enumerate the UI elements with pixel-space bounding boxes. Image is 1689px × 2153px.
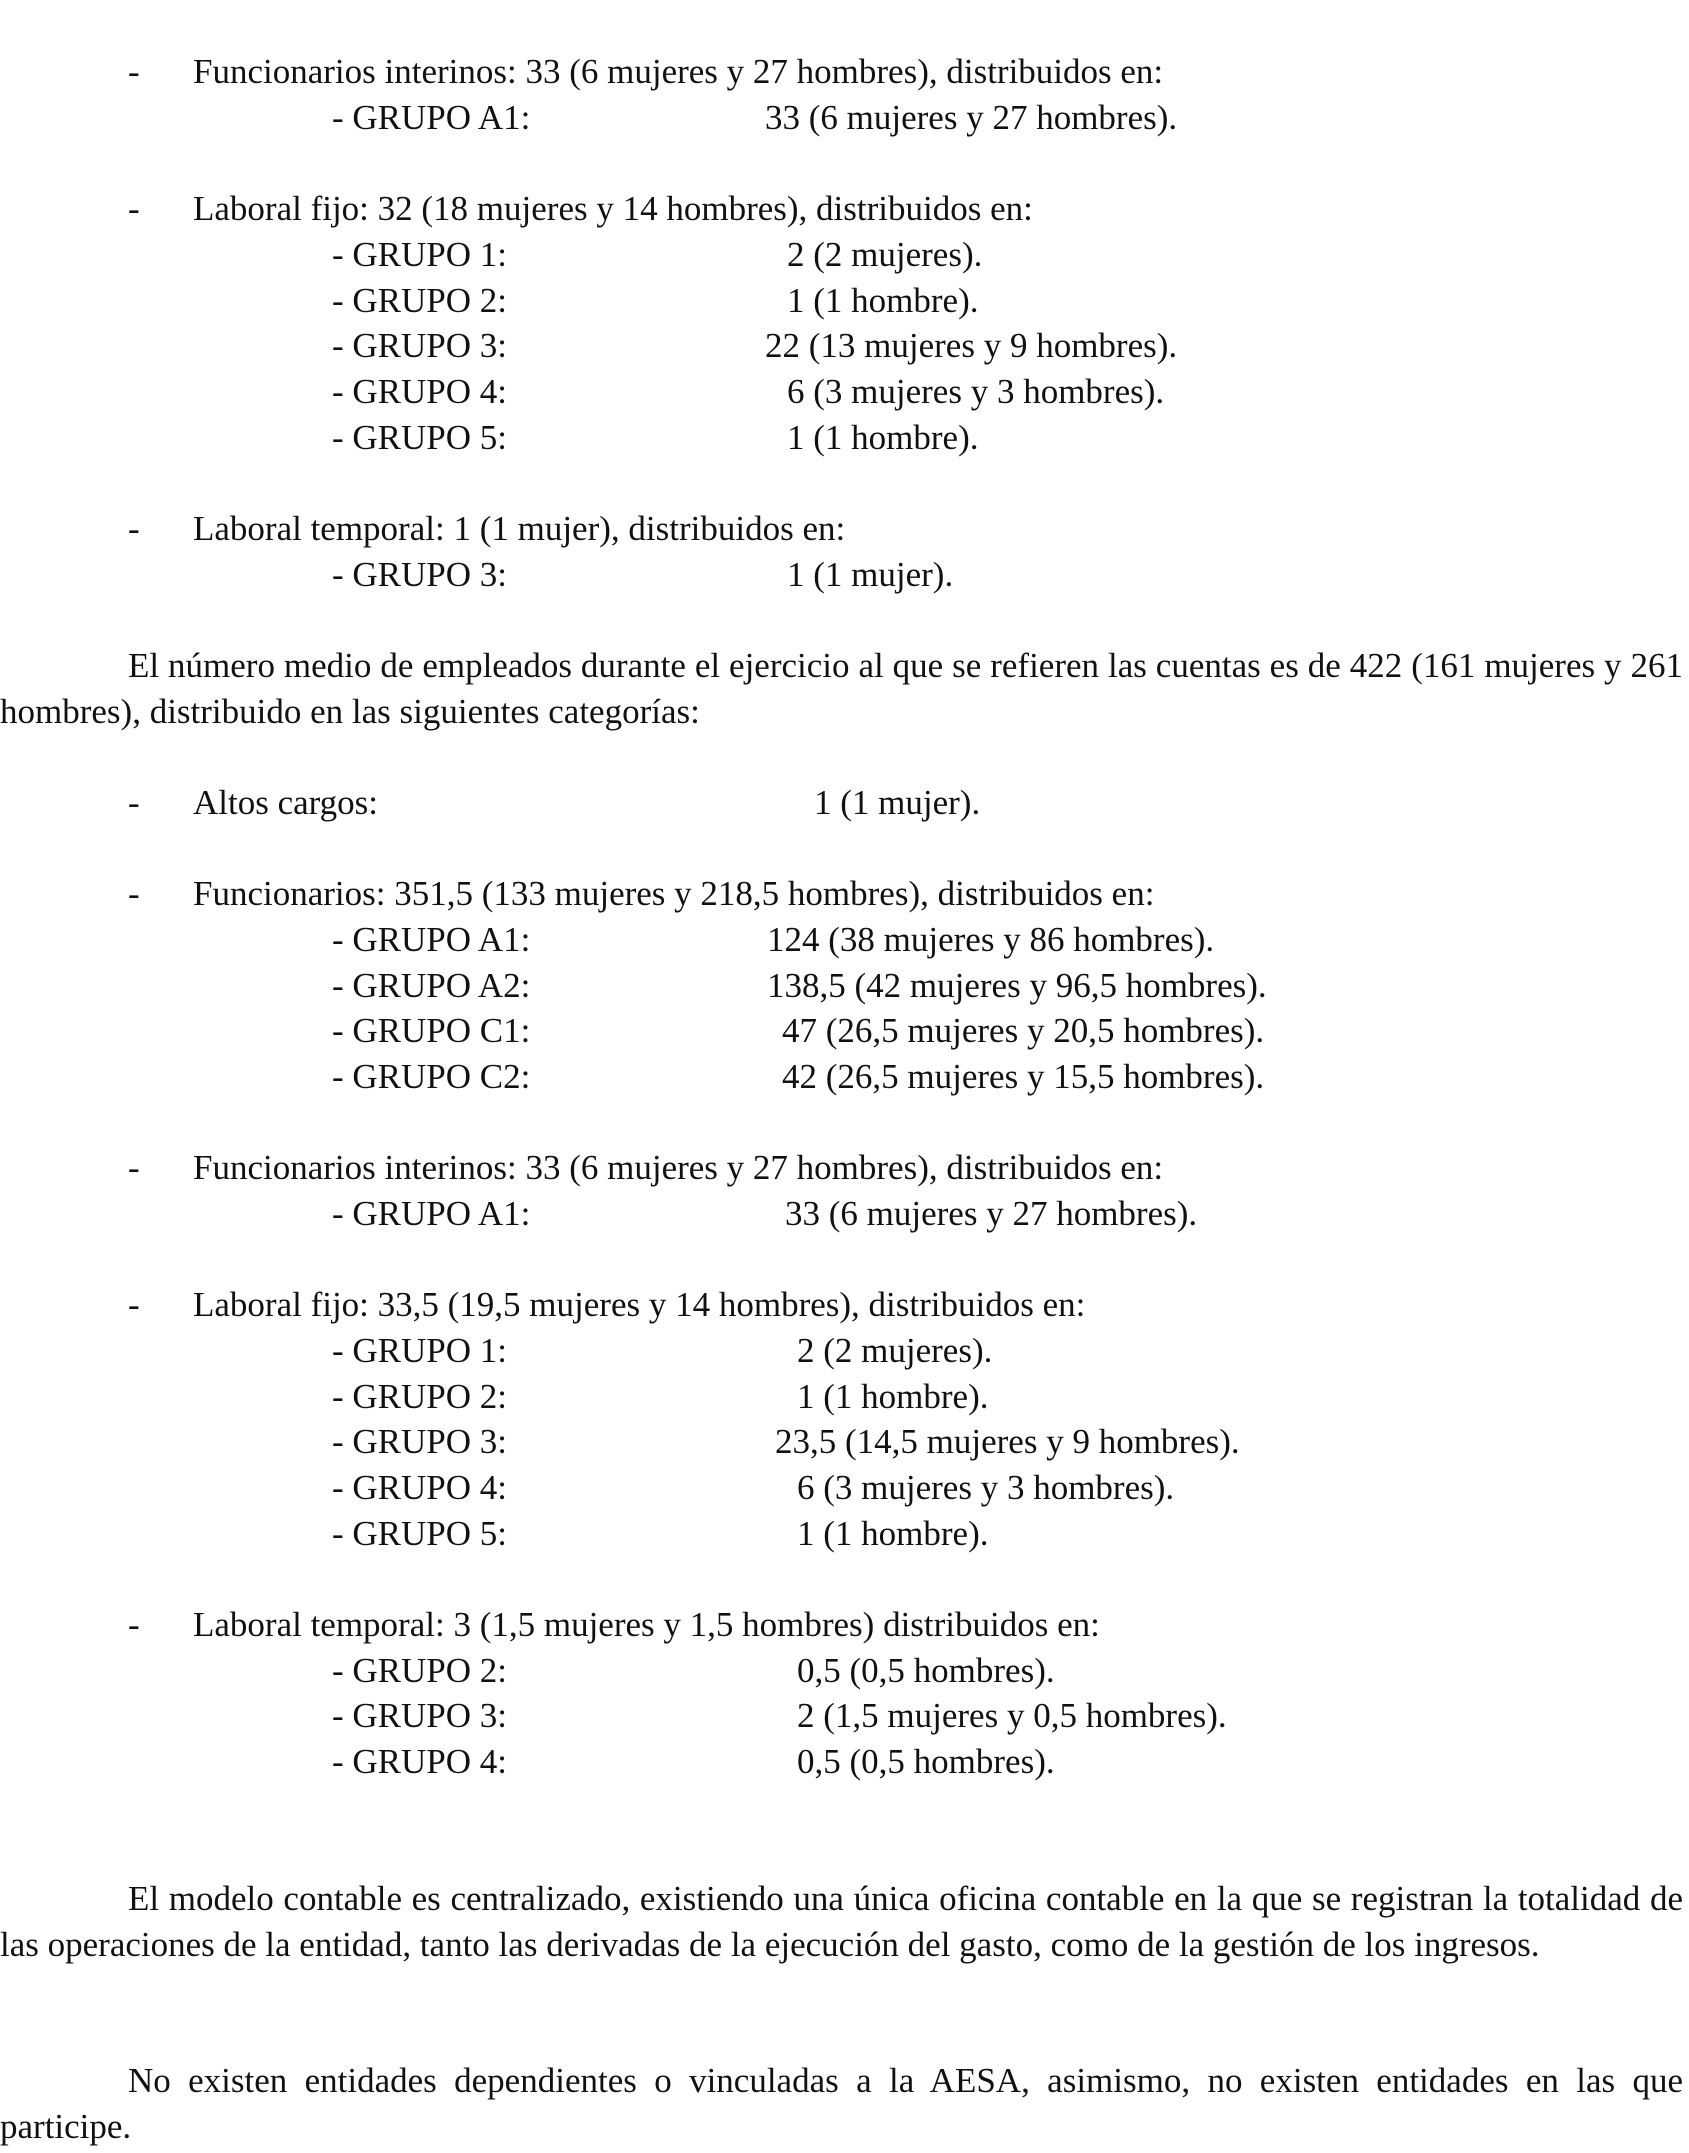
bullet-dash: - bbox=[128, 783, 140, 822]
group-value: 47 (26,5 mujeres y 20,5 hombres). bbox=[782, 1011, 1265, 1050]
section-heading: Funcionarios interinos: 33 (6 mujeres y 27 hombres), distribuidos en: bbox=[193, 1148, 1164, 1187]
group-value: 1 (1 hombre). bbox=[797, 1377, 989, 1416]
group-label: - GRUPO 4: bbox=[332, 1742, 508, 1781]
group-value: 0,5 (0,5 hombres). bbox=[797, 1742, 1055, 1781]
group-label: - GRUPO C2: bbox=[332, 1057, 531, 1096]
group-value: 1 (1 hombre). bbox=[787, 418, 979, 457]
group-label: - GRUPO 1: bbox=[332, 235, 508, 274]
section-heading: Funcionarios interinos: 33 (6 mujeres y 27 hombres), distribuidos en: bbox=[193, 52, 1164, 91]
bullet-dash: - bbox=[128, 874, 140, 913]
bullet-dash: - bbox=[128, 1148, 140, 1187]
section-heading: Laboral temporal: 3 (1,5 mujeres y 1,5 hombres) distribuidos en: bbox=[193, 1605, 1100, 1644]
group-value: 1 (1 mujer). bbox=[787, 555, 954, 594]
accounting-model-paragraph-text: El modelo contable es centralizado, existiendo una única oficina contable en la que se registran la totalidad de las operaciones de la entidad, tanto las derivadas de la ejecución del gasto, como de la gestión de los ingresos. bbox=[0, 1879, 1683, 1964]
group-value: 138,5 (42 mujeres y 96,5 hombres). bbox=[767, 966, 1267, 1005]
group-value: 1 (1 hombre). bbox=[787, 281, 979, 320]
group-value: 1 (1 hombre). bbox=[797, 1514, 989, 1553]
group-label: - GRUPO 3: bbox=[332, 555, 508, 594]
group-label: - GRUPO C1: bbox=[332, 1011, 531, 1050]
group-label: - GRUPO 4: bbox=[332, 1468, 508, 1507]
group-label: - GRUPO 2: bbox=[332, 281, 508, 320]
group-label: - GRUPO 5: bbox=[332, 418, 508, 457]
group-value: 6 (3 mujeres y 3 hombres). bbox=[797, 1468, 1175, 1507]
group-value: 33 (6 mujeres y 27 hombres). bbox=[765, 98, 1178, 137]
group-label: - GRUPO A2: bbox=[332, 966, 531, 1005]
group-label: - GRUPO 2: bbox=[332, 1377, 508, 1416]
group-label: - GRUPO A1: bbox=[332, 1194, 531, 1233]
bullet-dash: - bbox=[128, 509, 140, 548]
group-label: - GRUPO 5: bbox=[332, 1514, 508, 1553]
group-label: - GRUPO 2: bbox=[332, 1651, 508, 1690]
bullet-dash: - bbox=[128, 1605, 140, 1644]
section-heading: Laboral temporal: 1 (1 mujer), distribuidos en: bbox=[193, 509, 846, 548]
group-value: 2 (1,5 mujeres y 0,5 hombres). bbox=[797, 1696, 1227, 1735]
group-label: - GRUPO A1: bbox=[332, 920, 531, 959]
group-label: - GRUPO 3: bbox=[332, 1696, 508, 1735]
group-label: - GRUPO 4: bbox=[332, 372, 508, 411]
altos-cargos-value: 1 (1 mujer). bbox=[814, 783, 981, 822]
altos-cargos-label: Altos cargos: bbox=[193, 783, 379, 822]
accounting-model-paragraph bbox=[0, 1876, 1683, 1967]
bullet-dash: - bbox=[128, 1285, 140, 1324]
employees-paragraph-text: El número medio de empleados durante el ejercicio al que se refieren las cuentas es de 422 (161 mujeres y 261 hombres), distribuido en las siguientes categorías: bbox=[0, 646, 1683, 731]
employees-paragraph bbox=[0, 643, 1683, 734]
section-heading: Laboral fijo: 32 (18 mujeres y 14 hombres), distribuidos en: bbox=[193, 189, 1033, 228]
group-label: - GRUPO 3: bbox=[332, 1422, 508, 1461]
bullet-dash: - bbox=[128, 52, 140, 91]
group-value: 2 (2 mujeres). bbox=[787, 235, 983, 274]
group-value: 124 (38 mujeres y 86 hombres). bbox=[767, 920, 1215, 959]
group-label: - GRUPO 3: bbox=[332, 326, 508, 365]
bullet-dash: - bbox=[128, 189, 140, 228]
group-label: - GRUPO 1: bbox=[332, 1331, 508, 1370]
group-value: 6 (3 mujeres y 3 hombres). bbox=[787, 372, 1165, 411]
section-heading: Laboral fijo: 33,5 (19,5 mujeres y 14 hombres), distribuidos en: bbox=[193, 1285, 1086, 1324]
group-value: 33 (6 mujeres y 27 hombres). bbox=[785, 1194, 1198, 1233]
entities-paragraph bbox=[0, 2058, 1683, 2149]
group-value: 42 (26,5 mujeres y 15,5 hombres). bbox=[782, 1057, 1265, 1096]
entities-paragraph-text: No existen entidades dependientes o vinculadas a la AESA, asimismo, no existen entidades en las que participe. bbox=[0, 2061, 1683, 2146]
group-label: - GRUPO A1: bbox=[332, 98, 531, 137]
group-value: 2 (2 mujeres). bbox=[797, 1331, 993, 1370]
group-value: 0,5 (0,5 hombres). bbox=[797, 1651, 1055, 1690]
group-value: 22 (13 mujeres y 9 hombres). bbox=[765, 326, 1178, 365]
group-value: 23,5 (14,5 mujeres y 9 hombres). bbox=[775, 1422, 1240, 1461]
section-heading: Funcionarios: 351,5 (133 mujeres y 218,5 hombres), distribuidos en: bbox=[193, 874, 1155, 913]
